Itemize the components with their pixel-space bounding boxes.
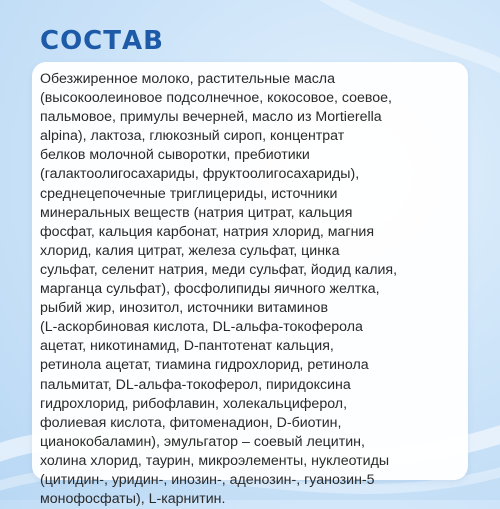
composition-line: фосфат, кальция карбонат, натрия хлорид, магния [40, 223, 375, 240]
composition-line: (высокоолеиновое подсолнечное, кокосовое, соевое, [40, 90, 392, 107]
composition-line: (цитидин-, уридин-, инозин-, аденозин-, гуанозин-5 [40, 471, 375, 488]
composition-line: (L-аскорбиновая кислота, DL-альфа-токоферола [40, 319, 363, 336]
composition-line: гидрохлорид, рибофлавин, холекальциферол, [40, 395, 348, 412]
composition-line: среднецепочечные триглицериды, источники [40, 185, 338, 202]
composition-line: холина хлорид, таурин, микроэлементы, нуклеотиды [40, 452, 390, 469]
composition-line: фолиевая кислота, фитоменадион, D-биотин, [40, 414, 342, 431]
composition-line: пальмитат, DL-альфа-токоферол, пиридоксина [40, 376, 351, 393]
composition-line: цианокобаламин), эмульгатор – соевый лецитин, [40, 433, 365, 450]
composition-line: хлорид, калия цитрат, железа сульфат, цинка [40, 242, 340, 259]
composition-line: Обезжиренное молоко, растительные масла [40, 71, 335, 87]
composition-line: (галактоолигосахариды, фруктоолигосахариды), [40, 166, 360, 183]
composition-line: alpina), лактоза, глюкозный сироп, концентрат [40, 128, 345, 145]
composition-line: ретинола ацетат, тиамина гидрохлорид, ретинола [40, 357, 369, 374]
composition-line: пальмовое, примулы вечерней, масло из Mortierella [40, 109, 382, 126]
page-title: СОСТАВ [40, 26, 164, 56]
composition-line: сульфат, селенит натрия, меди сульфат, йодид калия, [40, 261, 398, 278]
composition-line: марганца сульфат), фосфолипиды яичного желтка, [40, 281, 380, 298]
composition-line: ацетат, никотинамид, D-пантотенат кальция, [40, 338, 334, 355]
composition-text [40, 70, 464, 509]
composition-line: белков молочной сыворотки, пребиотики [40, 147, 310, 164]
composition-line: монофосфаты), L-карнитин. [40, 491, 226, 508]
composition-line: минеральных веществ (натрия цитрат, кальция [40, 204, 353, 221]
composition-line: рыбий жир, инозитол, источники витаминов [40, 300, 328, 317]
